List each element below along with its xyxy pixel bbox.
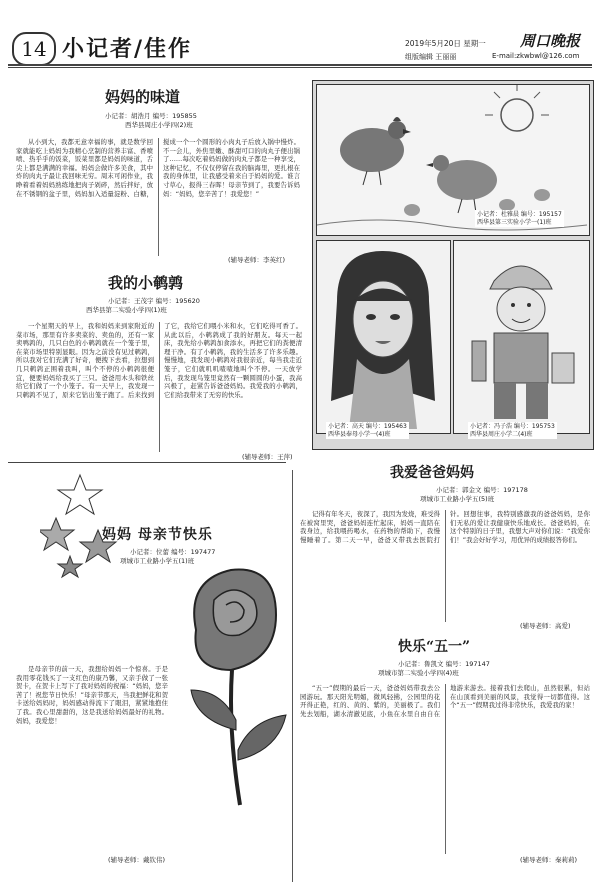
article-4-title: 妈妈 母亲节快乐 — [102, 527, 213, 543]
article-2-body: 一个星期天的早上，我和妈妈来到家附近的菜市场，那里有许多卖菜的、卖鱼的，还有一家卖鸭鹑的，几只白色的小鹌鹑就在一个笼子里，在菜市场里特别显眼。因为之前没有见过鹌鹑，所以我对它们充满了好奇，便拽下去看，拉想到几只鹌鹑正围着我叫，叫个不停的小鹌鹑很便宜，便要妈妈给我买了三只。爸爸用木头和铁丝给它们做了一个小笼子。有一天早上，我发现一只鹌鹑不见了，原来它钻出笼子跑了。后来找到了它，我给它们喂小米和水，它们吃得可香了。从此以后，小鹌鹑成了我的好朋友。每天一起床，我先给小鹌鹑加食添水，再把它们的粪便清理干净。有了小鹌鹑，我的生活多了许多乐趣。慢慢地，我发现小鹌鹑对我很亲近，每当我走近笼子，它们就叽叽喳喳地叫个不停。一天放学后，我发现鸟笼里竟然有一颗圆圆的小蛋，我高兴极了，赶紧告诉爸爸妈妈。我爱我的小鹌鹑，它们给我带来了无穷的快乐。 — [16, 322, 302, 399]
header-rule-thin — [8, 67, 592, 68]
builder-caption: 小记者：冯子浩 编号：195753 西华县周庄小学二(4)班 — [470, 423, 555, 438]
article-4-byline: 小记者：位蕾 编号：197477 — [130, 548, 216, 556]
article-1-teacher: (辅导老师：李英红) — [228, 256, 286, 264]
article-5-school: 项城市第二实验小学四(4)班 — [378, 669, 459, 677]
article-3-school: 项城市工业路小学五(5)班 — [420, 495, 495, 503]
article-4-body: 是母亲节的前一天，我想给妈妈一个惊喜。于是我用零花钱买了一支红色的康乃馨，又亲手做了一张贺卡，在贺卡上写下了我对妈妈的祝福：“妈妈，您辛苦了！祝您节日快乐！”母亲节那天，当我把鲜花和贺卡送给妈妈时，妈妈感动得流下了眼泪，紧紧地抱住了我。我心里甜甜的，这是我送给妈妈最好的礼物。妈妈，我爱您！ — [16, 665, 168, 725]
section-title: 小记者/佳作 — [62, 36, 193, 62]
article-4-teacher: (辅导老师：戴钦伟) — [108, 856, 166, 864]
article-3-teacher: (辅导老师：高爱) — [520, 622, 571, 630]
editor-line: 组版编辑 王丽丽 — [405, 53, 457, 61]
chickens-caption: 小记者：杜雅晨 编号：195157 西华县第三实验小学一(1)班 — [477, 211, 562, 226]
column-divider — [292, 470, 293, 882]
article-2-byline: 小记者：王茂宇 编号：195620 — [108, 297, 200, 305]
article-2-title: 我的小鹌鹑 — [108, 274, 184, 292]
email-line: E-mail:zkwbwl@126.com — [492, 52, 580, 60]
article-1-byline: 小记者：胡浩月 编号：195855 — [105, 112, 197, 120]
article-5-body: “五一”假期的最后一天，爸爸妈妈带我去公园游玩。那天阳光明媚，微风轻拂，公园里的花开得正艳，红的、黄的、紫的，美丽极了。我们先去划船，湖水清澈见底，小鱼在水里自由自在地游来游去。接着我们去爬山，虽然很累，但站在山顶看到美丽的风景，我觉得一切都值得。这个“五一”假期我过得非常快乐，我爱我的家！ — [300, 684, 590, 718]
article-1-school: 西华县周庄小学四(2)班 — [125, 121, 193, 129]
section-divider — [8, 462, 286, 463]
article-3-title: 我爱爸爸妈妈 — [390, 465, 474, 481]
article-5-teacher: (辅导老师：秦莉莉) — [520, 856, 578, 864]
builder-drawing — [453, 240, 590, 434]
article-5-title: 快乐“五一” — [398, 639, 471, 655]
article-2-teacher: (辅导老师：王萍) — [242, 453, 293, 461]
article-3-byline: 小记者：郭金文 编号：197178 — [436, 486, 528, 494]
issue-date: 2019年5月20日 星期一 — [405, 39, 486, 48]
article-1-title: 妈妈的味道 — [105, 88, 181, 106]
header-rule — [8, 64, 592, 66]
page-number: 14 — [12, 32, 56, 66]
article-1-body: 从小到大，我都无意幸福的事，就是数学回家就能吃上妈妈为我精心烹制的营养丰富、香喷喷、热乎乎的饭菜，饭菜里都是妈妈的味道，舌尖上都是满满的幸福。妈妈会做许多美食，其中炸的肉丸子最让我回味无穷。周末可闲作业，我睁着看着妈妈熟练地把肉子剁碎，然后拌好，放在不锈钢的盆子里，妈妈加入适量淀粉、白糖，搅成一个一个圆形的小肉丸子后放入锅中慢炸。不一会儿，外焦里嫩、酥甜可口的肉丸子便出锅了……每次吃着妈妈做的肉丸子都是一种享受，这种记忆，不仅仅停留在我的脑海里，更扎根在我的身体里，让我感受着来自于妈妈的爱。谁言寸草心，报得三春晖！母亲节到了，我要告诉妈妈：“妈妈，您辛苦了！我爱您！” — [16, 138, 300, 198]
article-4-school: 项城市工业路小学五(1)班 — [120, 557, 195, 565]
article-3-body: 记得有年冬天，夜深了，我因为发烧，难受得在被窝里哭，爸爸妈妈连忙起床，妈妈一直陪在我身边，给我喂药喝水，在药物的帮助下，我慢慢睡着了。第二天一早，爸爸又带我去医院打针。回想往事，我特别感激我的爸爸妈妈，是你们无私的爱让我健康快乐地成长。爸爸妈妈，在这个特别的日子里，我想大声对你们说：“我爱你们！”我会好好学习，用优异的成绩报答你们。 — [300, 510, 590, 544]
rose-icon — [166, 560, 294, 810]
girl-caption: 小记者：高天 编号：195463 西华县奉母小学一(4)班 — [328, 423, 407, 438]
article-5-byline: 小记者：鲁凯文 编号：197147 — [398, 660, 490, 668]
article-2-school: 西华县第二实验小学四(1)班 — [86, 306, 167, 314]
paper-logo: 周口晚报 — [520, 32, 581, 50]
girl-drawing — [316, 240, 451, 434]
rose-illustration — [166, 560, 294, 814]
